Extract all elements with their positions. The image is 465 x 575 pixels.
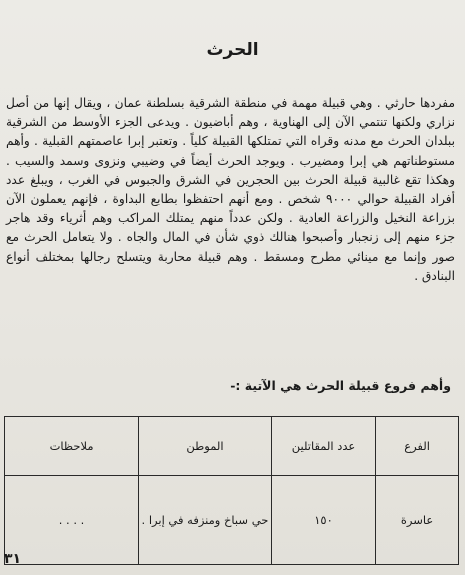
header-homeland: الموطن bbox=[139, 417, 272, 476]
paragraph: مفردها حارثي . وهي قبيلة مهمة في منطقة الشرقية بسلطنة عمان ، ويقال إنها من أصل نزاري ولكنها تنتمي الآن إلى الهناوية ، وهم أباضيون . ويدعى الجزء الأوسط من الشرقية ببلدان الحرث مع مدنه وقراه التي تمتلكها القبيلة كلياً . وتعتبر إبرا عاصمتهم القبلية . وأهم مستوطناتهم هي إبرا ومضيرب . ويوجد الحرث أيضاً في وضيبي ونزوى وسمد والسيب . وهكذا تقع غالبية قبيلة الحرث بين الحجرين في الشرق والجبوس في الغرب ، ويبلغ عدد أفراد القبيلة حوالي ٩٠٠٠ شخص . ومع أنهم احتفظوا بطابع البداوة ، فإنهم يعملون الآن بزراعة النخيل والزراعة العادية . ولكن عدداً منهم يمتلك المراكب وهم أثرياء وقد هاجر جزء منهم إلى زنجبار وأصبحوا هنالك ذوي شأن في المال والجاه . ولا يتعامل الحرث مع صور وإنما مع مينائي مطرح ومسقط . وهم قبيلة محاربة ويتسلح رجالها بمختلف أنواع البنادق . bbox=[6, 96, 456, 283]
table-header-row bbox=[5, 417, 459, 476]
cell-branch: عاسرة bbox=[376, 476, 459, 565]
cell-fighters: ١٥٠ bbox=[271, 476, 375, 565]
body-text bbox=[6, 94, 455, 286]
table-row bbox=[5, 476, 459, 565]
section-heading: وأهم فروع قبيلة الحرث هي الآتية :- bbox=[230, 378, 451, 393]
cell-notes: . . . . bbox=[5, 476, 139, 565]
branches-table bbox=[4, 416, 459, 565]
header-branch: الفرع bbox=[376, 417, 459, 476]
cell-homeland: حي سباخ ومنزفه في إبرا . bbox=[139, 476, 272, 565]
header-notes: ملاحظات bbox=[5, 417, 139, 476]
page-number: ٣١ bbox=[4, 551, 22, 567]
page-title: الحرث bbox=[206, 40, 259, 60]
header-fighters: عدد المقاتلين bbox=[271, 417, 375, 476]
